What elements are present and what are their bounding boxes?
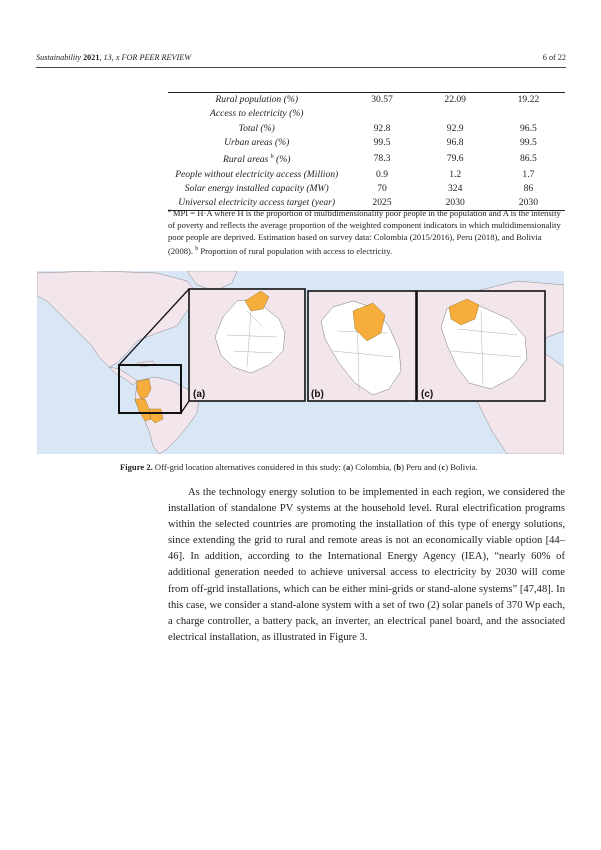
row-label (168, 150, 345, 167)
caption-a: a (345, 462, 351, 472)
panel-a-label: (a) (193, 389, 206, 400)
table-row (168, 167, 565, 181)
row-label-text: Rural population (%) (215, 94, 299, 105)
footnote-a-text: MPI = H·A where H is the proportion of multidimensionality poor people in the population and A is the intensity of poverty and reflects the average proportion of the weighted component indicators in which multidimensionality poor people are deprived. Estimation based on survey data: Colombia (2015/2016), Peru (2018), and Bolivia (2008). (168, 207, 561, 257)
map-composite (37, 271, 564, 454)
journal-year: 2021 (83, 53, 100, 62)
cell-value: 78.3 (373, 152, 391, 164)
row-label-text: People without electricity access (Million) (175, 168, 339, 180)
volume-info: , 13, x FOR PEER REVIEW (99, 53, 192, 62)
cell-value: 86.5 (519, 152, 537, 164)
caption-text-4: ) Bolivia. (445, 462, 478, 472)
row-label-text: Solar energy installed capacity (MW) (184, 182, 329, 194)
cell-value: 86 (523, 182, 534, 194)
caption-label: Figure 2. (120, 462, 153, 472)
caption-c: c (441, 462, 446, 472)
cell-value (492, 107, 565, 121)
footnote-a-marker: a (168, 208, 171, 214)
cell-value: 79.6 (446, 152, 464, 164)
table-footnote (168, 205, 565, 258)
panel-colombia (189, 289, 305, 401)
row-label-text: Rural areas (223, 154, 269, 166)
cell-value: 324 (448, 182, 463, 194)
cell-value: 2030 (419, 196, 492, 211)
cell-value: 96.8 (446, 136, 464, 148)
cell-value: 2025 (345, 196, 418, 211)
table-row (168, 93, 565, 108)
cell-value (345, 107, 418, 121)
panel-c-label: (c) (421, 389, 434, 400)
row-label (168, 107, 345, 121)
cell-value: 99.5 (373, 136, 391, 148)
table-row (168, 182, 565, 196)
caption-text-2: ) Colombia, ( (350, 462, 397, 472)
figure-caption (120, 461, 560, 473)
table-row (168, 121, 565, 135)
cell-value: 96.5 (519, 122, 537, 134)
journal-name: Sustainability (36, 53, 82, 62)
row-label-text: Access to electricity (%) (209, 108, 304, 120)
header-rule (36, 67, 566, 68)
cell-value: 99.5 (519, 136, 537, 148)
cell-value: 30.57 (371, 94, 393, 105)
figure-2-maps (37, 271, 564, 454)
table-row (168, 136, 565, 150)
row-label (168, 136, 345, 150)
footnote-b-text: Proportion of rural population with access to electricity. (198, 246, 393, 257)
row-label (168, 167, 345, 181)
row-label-suffix: (%) (273, 154, 291, 166)
panel-peru (308, 291, 416, 401)
panel-bolivia (417, 291, 545, 401)
caption-b: b (396, 462, 402, 472)
row-label-text: Universal electricity access target (year) (178, 197, 336, 209)
cell-value: 2030 (492, 196, 565, 211)
cell-value: 92.9 (446, 122, 464, 134)
table-row (168, 107, 565, 121)
cell-value: 0.9 (376, 168, 389, 180)
journal-citation (36, 53, 191, 62)
cell-value: 1.2 (449, 168, 462, 180)
row-label (168, 182, 345, 196)
cell-value: 19.22 (517, 94, 540, 105)
cell-value: 70 (377, 182, 387, 194)
table-row (168, 150, 565, 167)
body-paragraph: As the technology energy solution to be implemented in each region, we considered the installation of standalone PV systems at the household level. Rural electrification programs within the selected countries are promoting the installation of this type of energy solutions, since extending the grid to rural and remote areas is not an economically viable option [44–46]. In addition, according to the International Energy Agency (IEA), “nearly 60% of additional generation needed to achieve universal access to electricity by 2030 will come from off-grid installations, which can be either mini-grids or stand-alone systems” [47,48]. In this case, we consider a stand-alone system with a set of two (2) solar panels of 370 Wp each, a charge controller, a battery pack, an inverter, an electrical panel board, and the associated electrical installation, as illustrated in Figure 3. (168, 487, 565, 643)
caption-text-3: ) Peru and ( (401, 462, 442, 472)
row-label (168, 93, 345, 108)
cell-value: 92.8 (373, 122, 391, 134)
caption-text-1: Off-grid location alternatives considered in this study: ( (152, 462, 346, 472)
page-number: 6 of 22 (542, 53, 566, 62)
country-indicators-table (168, 92, 565, 211)
cell-value: 22.09 (444, 94, 466, 105)
row-label-text: Total (%) (238, 122, 275, 134)
row-label (168, 121, 345, 135)
row-label-text: Urban areas (%) (224, 136, 290, 148)
panel-b-label: (b) (311, 389, 324, 400)
row-label-superscript: b (270, 154, 274, 161)
cell-value: 1.7 (522, 168, 535, 180)
footnote-b-marker: b (195, 246, 199, 253)
cell-value (419, 107, 492, 121)
